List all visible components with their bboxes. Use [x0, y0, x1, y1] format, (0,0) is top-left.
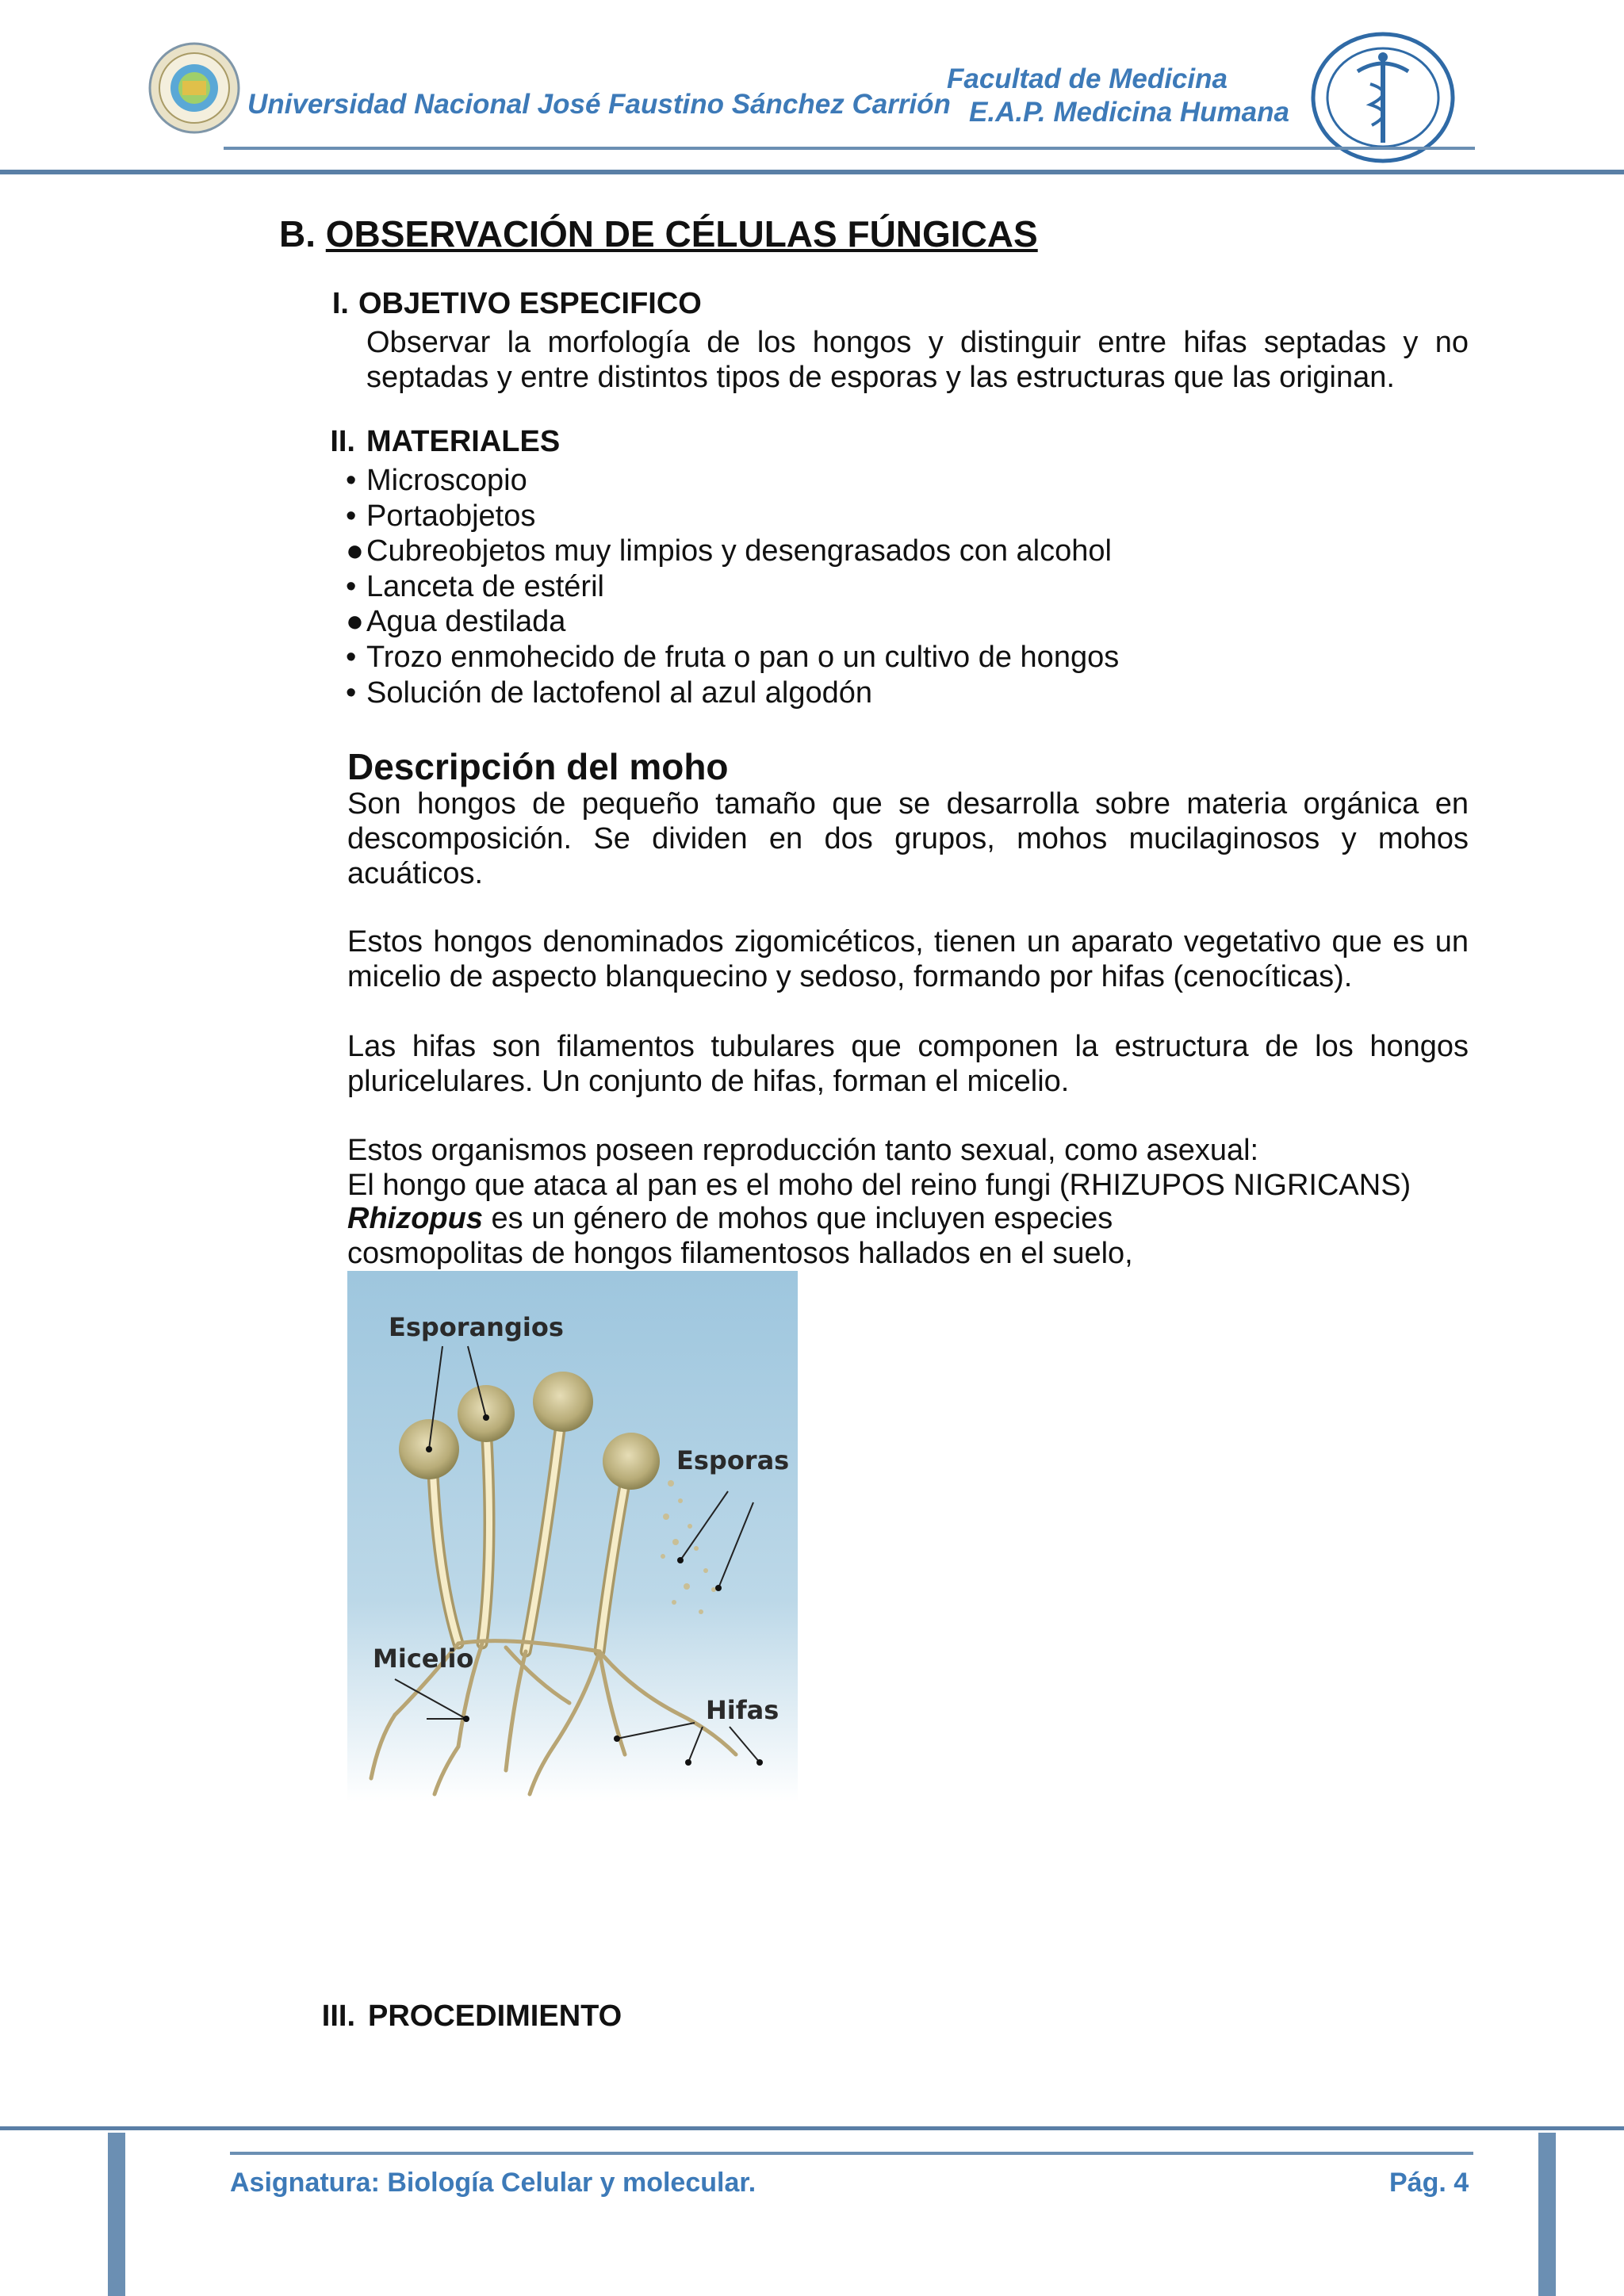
section-heading-text: PROCEDIMIENTO [368, 1999, 622, 2033]
page-number: Pág. 4 [1389, 2168, 1469, 2198]
list-item-label: Agua destilada [366, 605, 566, 639]
list-item-label: Cubreobjetos muy limpios y desengrasados con alcohol [366, 534, 1112, 568]
section-number: I. [331, 287, 349, 320]
list-item-label: Portaobjetos [366, 499, 536, 533]
faculty-name: Facultad de Medicina [947, 63, 1228, 94]
header-rule [0, 170, 1624, 174]
list-item-label: Lanceta de estéril [366, 569, 604, 603]
description-heading: Descripción del moho [347, 746, 729, 787]
list-item [346, 499, 1119, 534]
section-heading-text: OBJETIVO ESPECIFICO [358, 287, 702, 320]
description-paragraph-1: Son hongos de pequeño tamaño que se desarrolla sobre materia orgánica en descomposición. Se dividen en dos grupos, mohos mucilaginosos y mohos acuáticos. [347, 787, 1469, 890]
bullet-icon: • [346, 640, 357, 674]
footer-right-bar [1538, 2133, 1556, 2296]
objective-text: Observar la morfología de los hongos y distinguir entre hifas septadas y no septadas y entre distintos tipos de esporas y las estructuras que las originan. [366, 326, 1469, 394]
bullet-icon: ● [346, 534, 364, 568]
list-item [346, 640, 1119, 675]
footer-rule-thin [230, 2152, 1473, 2155]
school-name: E.A.P. Medicina Humana [969, 97, 1289, 128]
description-paragraph-2: Estos hongos denominados zigomicéticos, tienen un aparato vegetativo que es un micelio de aspecto blanquecino y sedoso, formando por hifas (cenocíticas). [347, 925, 1469, 993]
section-materials-heading [320, 425, 560, 459]
description-line-1: Estos organismos poseen reproducción tanto sexual, como asexual: [347, 1134, 1259, 1167]
page-title [279, 212, 1038, 255]
label-mycelium: Micelio [373, 1644, 474, 1674]
section-procedure-heading [316, 1999, 622, 2034]
bullet-icon: ● [346, 605, 364, 639]
description-line-3 [347, 1202, 1113, 1236]
rhizopus-illustration [347, 1271, 798, 1802]
title-letter: B. [279, 213, 316, 254]
university-logo [147, 41, 241, 135]
list-item [346, 675, 1119, 711]
header-rule-thin [224, 147, 1475, 150]
list-item-label: Trozo enmohecido de fruta o pan o un cultivo de hongos [366, 640, 1120, 674]
section-heading-text: MATERIALES [366, 425, 561, 458]
description-line-2: El hongo que ataca al pan es el moho del reino fungi (RHIZUPOS NIGRICANS) [347, 1169, 1411, 1202]
footer-left-bar [108, 2133, 125, 2296]
list-item-label: Microscopio [366, 464, 527, 497]
list-item-label: Solución de lactofenol al azul algodón [366, 675, 873, 710]
footer-subject: Asignatura: Biología Celular y molecular. [230, 2168, 756, 2198]
bullet-icon: • [346, 675, 357, 710]
label-spores: Esporas [676, 1445, 790, 1475]
title-text: OBSERVACIÓN DE CÉLULAS FÚNGICAS [325, 213, 1038, 254]
medicine-seal-logo [1310, 32, 1456, 163]
university-name: Universidad Nacional José Faustino Sánchez Carrión [247, 89, 951, 120]
section-objective-heading [320, 287, 702, 321]
list-item [346, 463, 1119, 499]
genus-name: Rhizopus [347, 1202, 483, 1235]
section-number: II. [330, 425, 355, 458]
bullet-icon: • [346, 499, 357, 533]
list-item [346, 569, 1119, 605]
label-hyphae: Hifas [706, 1695, 779, 1725]
section-number: III. [321, 1999, 355, 2033]
bullet-icon: • [346, 464, 357, 497]
list-item [346, 534, 1119, 569]
list-item [346, 604, 1119, 640]
bullet-icon: • [346, 569, 357, 603]
description-line-4: cosmopolitas de hongos filamentosos hallados en el suelo, [347, 1237, 1133, 1270]
label-sporangia: Esporangios [389, 1312, 564, 1342]
description-line-3-text: es un género de mohos que incluyen especies [482, 1202, 1113, 1235]
description-paragraph-3: Las hifas son filamentos tubulares que componen la estructura de los hongos pluricelulares. Un conjunto de hifas, forman el micelio. [347, 1030, 1469, 1098]
materials-list [346, 463, 1119, 710]
footer-rule [0, 2126, 1624, 2130]
